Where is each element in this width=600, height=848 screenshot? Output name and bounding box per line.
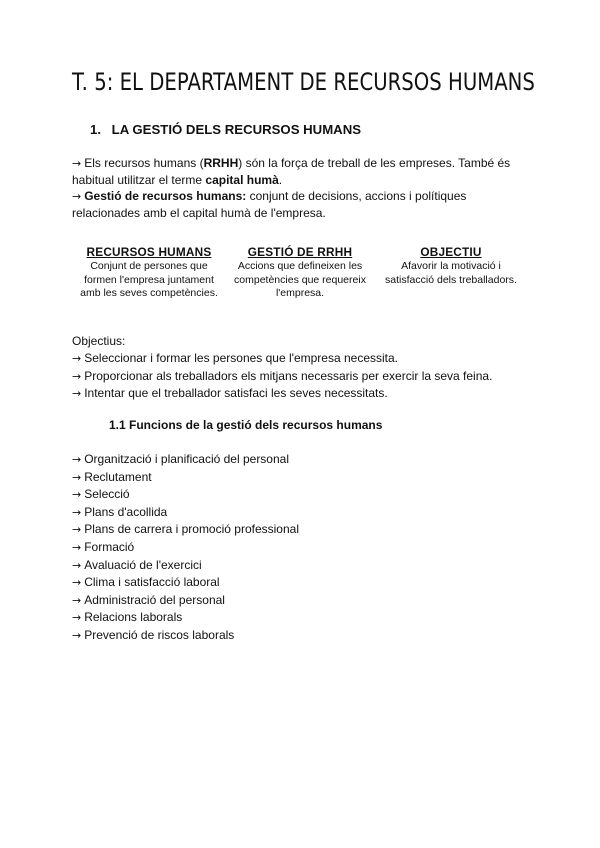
objectives-list: [72, 350, 492, 403]
text-run: .: [278, 173, 283, 187]
list-item-text: Plans d'acollida: [84, 504, 168, 519]
list-item-text: Selecció: [84, 487, 130, 502]
arrow-icon: →: [72, 369, 82, 383]
list-item-text: Clima i satisfacció laboral: [84, 575, 220, 590]
arrow-icon: →: [72, 453, 82, 466]
text-run: conjunt de decisions, accions i polítiques relacionades amb el capital humà de l'empresa.: [72, 189, 467, 220]
column-objectiu: [378, 244, 524, 287]
column-heading: OBJECTIU: [420, 245, 482, 259]
list-item: [72, 504, 299, 522]
arrow-icon: →: [72, 505, 82, 519]
objectives-label: Objectius:: [72, 334, 126, 348]
arrow-icon: →: [72, 190, 82, 203]
arrow-icon: →: [72, 387, 82, 401]
functions-list: [72, 451, 299, 645]
list-item: [72, 627, 299, 645]
column-gestio-rrhh: [224, 244, 376, 301]
list-item-text: Avaluació de l'exercici: [84, 557, 202, 572]
list-item-text: Intentar que el treballador satisfaci les seves necessitats.: [84, 386, 388, 401]
arrow-icon: →: [72, 576, 82, 590]
list-item: [72, 557, 299, 575]
list-item: [72, 521, 299, 539]
arrow-icon: →: [72, 628, 82, 642]
arrow-icon: →: [72, 558, 82, 572]
list-item-text: Formació: [84, 539, 135, 554]
list-item: [72, 385, 492, 403]
list-item: [72, 539, 299, 557]
section-number: 1.: [90, 122, 101, 137]
column-body: Conjunt de persones que formen l'empresa juntament amb les seves competències.: [80, 260, 218, 299]
list-item: [72, 592, 299, 610]
section-heading: [90, 122, 361, 137]
list-item-text: Administració del personal: [84, 592, 225, 607]
list-item: [72, 609, 299, 627]
list-item: [72, 486, 299, 504]
arrow-icon: →: [72, 488, 82, 502]
column-heading: RECURSOS HUMANS: [86, 245, 212, 259]
list-item-text: Plans de carrera i promoció professional: [84, 522, 299, 537]
list-item-text: Prevenció de riscos laborals: [84, 627, 235, 642]
bold-term-rrhh: RRHH: [203, 156, 239, 170]
list-item: [72, 469, 299, 487]
concept-columns: [72, 244, 532, 324]
list-item-text: Relacions laborals: [84, 610, 183, 625]
list-item: [72, 574, 299, 592]
bold-term-gestio: Gestió de recursos humans:: [84, 189, 247, 203]
column-heading: GESTIÓ DE RRHH: [247, 245, 353, 259]
list-item-text: Seleccionar i formar les persones que l'empresa necessita.: [84, 351, 398, 365]
column-body: Accions que defineixen les competències que requereix l'empresa.: [234, 260, 366, 299]
arrow-icon: →: [72, 352, 82, 365]
list-item: [72, 368, 492, 386]
text-run: Els recursos humans (: [84, 156, 204, 170]
arrow-icon: →: [72, 523, 82, 537]
list-item-text: Proporcionar als treballadors els mitjans necessaris per exercir la seva feina.: [84, 368, 493, 383]
intro-paragraph-1: [72, 155, 532, 189]
section-heading-text: LA GESTIÓ DELS RECURSOS HUMANS: [111, 122, 362, 137]
subsection-heading: 1.1 Funcions de la gestió dels recursos humans: [109, 418, 383, 432]
arrow-icon: →: [72, 540, 82, 554]
bold-term-capital-huma: capital humà: [205, 173, 279, 187]
arrow-icon: →: [72, 611, 82, 625]
arrow-icon: →: [72, 593, 82, 607]
arrow-icon: →: [72, 157, 82, 170]
page-title: T. 5: EL DEPARTAMENT DE RECURSOS HUMANS: [72, 68, 535, 96]
list-item: [72, 451, 299, 469]
list-item-text: Reclutament: [84, 469, 152, 484]
text-run: ) són la força de treball de les empreses. També és habitual utilitzar el terme: [72, 156, 511, 187]
column-recursos-humans: [76, 244, 222, 301]
arrow-icon: →: [72, 470, 82, 484]
intro-paragraph-2: [72, 188, 532, 222]
list-item-text: Organització i planificació del personal: [84, 452, 289, 466]
column-body: Afavorir la motivació i satisfacció dels treballadors.: [385, 260, 517, 286]
list-item: [72, 350, 492, 368]
